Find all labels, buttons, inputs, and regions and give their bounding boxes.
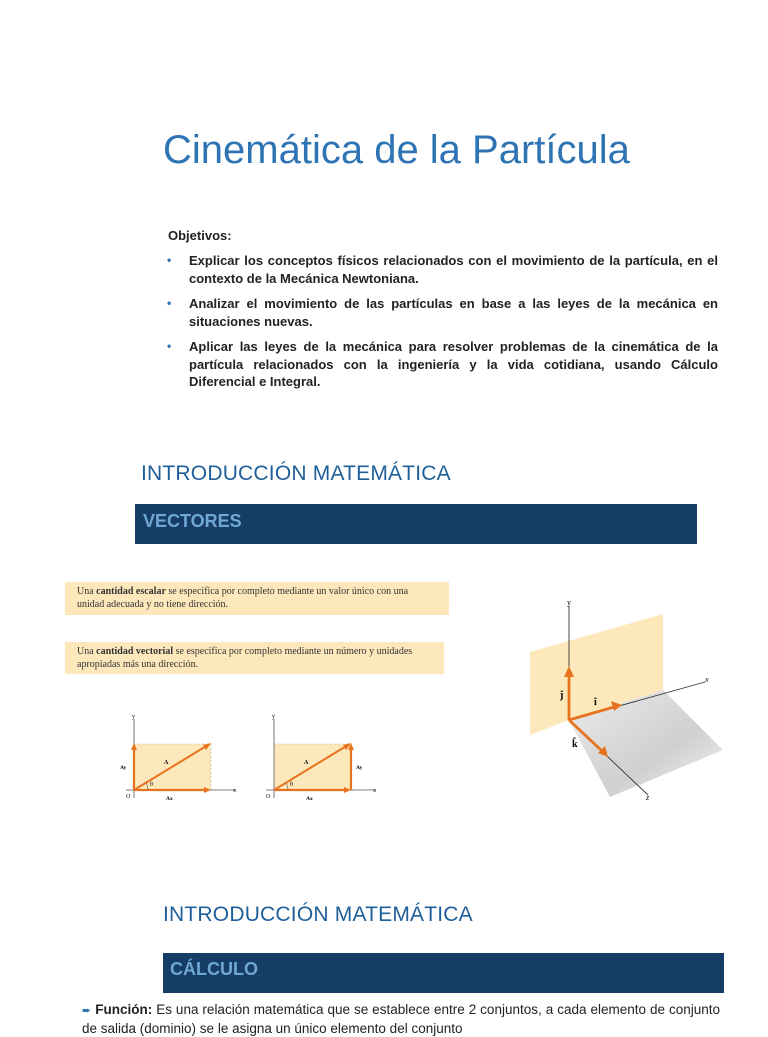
funcion-definition: ➨ Función: Es una relación matemática que se establece entre 2 conjuntos, a cada elemento de conjunto de salida (dominio) se le asigna un único elemento del conjunto (82, 1002, 720, 1036)
svg-text:O: O (126, 794, 131, 800)
svg-text:θ: θ (150, 782, 153, 788)
svg-text:A: A (304, 760, 309, 766)
page-title: Cinemática de la Partícula (163, 128, 630, 172)
svg-text:θ: θ (290, 782, 293, 788)
vector-components-diagram-1 (112, 714, 242, 814)
definition-escalar: Una cantidad escalar se especifica por completo mediante un valor único con una unidad adecuada y no tiene dirección. (65, 582, 449, 615)
term-escalar: cantidad escalar (96, 586, 166, 597)
unit-vectors-3d-diagram (520, 590, 730, 805)
svg-text:î: î (594, 697, 597, 708)
svg-text:k̂: k̂ (572, 739, 578, 750)
objective-item: • Explicar los conceptos físicos relacionados con el movimiento de la partícula, en el contexto de la Mecánica Newtoniana. (165, 252, 718, 287)
objective-item: • Aplicar las leyes de la mecánica para resolver problemas de la cinemática de la partícula relacionados con la ingeniería y la vida cotidiana, usando Cálculo Diferencial e Integral. (165, 338, 718, 391)
svg-text:O: O (266, 794, 271, 800)
svg-text:z: z (646, 793, 650, 802)
objective-item: • Analizar el movimiento de las partículas en base a las leyes de la mecánica en situaciones nuevas. (165, 295, 718, 330)
objectives-list (165, 252, 718, 399)
objectives-heading: Objetivos: (168, 228, 232, 243)
svg-text:ĵ: ĵ (560, 690, 564, 701)
term-vectorial: cantidad vectorial (96, 646, 174, 657)
funcion-term: Función: (95, 1002, 153, 1017)
section-heading-intro-2: INTRODUCCIÓN MATEMÁTICA (163, 903, 473, 926)
svg-text:y: y (567, 598, 571, 607)
section-band-vectores: VECTORES (135, 504, 697, 544)
svg-text:Ax: Ax (306, 796, 313, 802)
svg-text:y: y (272, 714, 275, 720)
svg-text:x: x (233, 788, 236, 794)
arrow-bullet-icon: ➨ (82, 1005, 92, 1017)
svg-text:A: A (164, 760, 169, 766)
svg-text:x: x (705, 675, 709, 684)
svg-text:Ax: Ax (166, 796, 173, 802)
svg-text:Ay: Ay (120, 765, 127, 771)
svg-text:Ay: Ay (356, 765, 363, 771)
section-heading-intro: INTRODUCCIÓN MATEMÁTICA (141, 462, 451, 485)
definition-vectorial: Una cantidad vectorial se especifica por completo mediante un número y unidades apropiadas más una dirección. (65, 642, 444, 674)
svg-text:y: y (132, 714, 135, 720)
svg-text:x: x (373, 788, 376, 794)
section-band-calculo: CÁLCULO (163, 953, 724, 993)
vector-components-diagram-2 (252, 714, 382, 814)
